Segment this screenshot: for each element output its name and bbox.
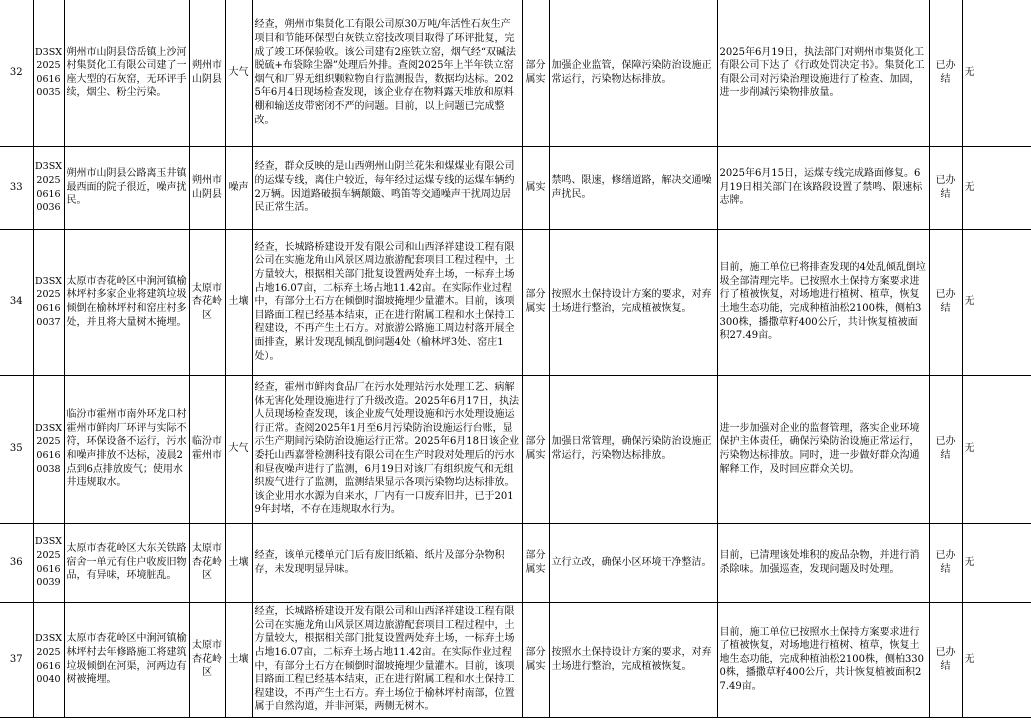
accountability: 无 (962, 523, 1031, 602)
verdict: 部分属实 (522, 229, 549, 375)
table-row (0, 146, 1031, 229)
table-row (0, 375, 1031, 523)
region: 太原市杏花岭区 (189, 602, 225, 717)
accountability: 无 (962, 229, 1031, 375)
pollution-type: 大气 (225, 375, 252, 523)
investigation-result: 经查，该单元楼单元门后有废旧纸箱、纸片及部分杂物积存，未发现明显异味。 (252, 523, 522, 602)
investigation-result: 经查，朔州市集贤化工有限公司原30万吨/年活性石灰生产项目和节能环保型白灰铁立窑技改项目取得了环评批复，完成了竣工环保验收。该公司建有2座铁立窑，烟气经“双碱法脱硫+布袋除尘器”处理后外排。查阅2025年上半年铁立窑烟气和厂界无组织颗粒物自行监测报告，数据均达标。2025年6月4日现场检查发现，该企业存在物料露天堆放和原料棚和输送皮带密闭不严的问题。目前，以上问题已完成整改。 (252, 0, 522, 146)
status: 已办结 (929, 146, 962, 229)
case-code: D3SX202506160036 (33, 146, 64, 229)
case-code: D3SX202506160037 (33, 229, 64, 375)
case-code: D3SX202506160040 (33, 602, 64, 717)
region: 太原市杏花岭区 (189, 523, 225, 602)
row-number: 34 (0, 229, 33, 375)
case-code: D3SX202506160039 (33, 523, 64, 602)
accountability: 无 (962, 0, 1031, 146)
measures: 禁鸣、限速，修缮道路，解决交通噪声扰民。 (549, 146, 717, 229)
accountability: 无 (962, 375, 1031, 523)
investigation-result: 经查，长城路桥建设开发有限公司和山西泽祥建设工程有限公司在实施龙角山风景区周边旅游配套项目工程过程中，土方量较大，根据相关部门批复设置两处弃土场，一标弃土场占地16.07亩，二标弃土场占地11.42亩。在实际作业过程中，有部分土石方在倾倒时溜坡掩埋少量灌木。目前，该项目路面工程已经基本结束，正在进行附属工程和水土保持工程建设，不再产生土石方。对旅游公路施工周边村落开展全面排查，累计发现乱倾乱倒问题4处（榆林坪3处、窑庄1处）。 (252, 229, 522, 375)
status: 已办结 (929, 229, 962, 375)
status: 已办结 (929, 0, 962, 146)
table-row (0, 602, 1031, 717)
measures: 立行立改，确保小区环境干净整洁。 (549, 523, 717, 602)
status: 已办结 (929, 602, 962, 717)
row-number: 36 (0, 523, 33, 602)
verdict: 部分属实 (522, 375, 549, 523)
progress: 进一步加强对企业的监督管理，落实企业环境保护主体责任，确保污染防治设施正常运行，污染物达标排放。同时，进一步做好群众沟通解释工作，及时回应群众关切。 (717, 375, 929, 523)
accountability: 无 (962, 602, 1031, 717)
status: 已办结 (929, 375, 962, 523)
progress: 2025年6月15日，运煤专线完成路面修复。6月19日相关部门在该路段设置了禁鸣、限速标志牌。 (717, 146, 929, 229)
row-number: 37 (0, 602, 33, 717)
table-row (0, 523, 1031, 602)
measures: 按照水土保持设计方案的要求，对弃土场进行整治，完成植被恢复。 (549, 602, 717, 717)
case-code: D3SX202506160038 (33, 375, 64, 523)
complaint-content: 朔州市山阴县公路离玉井镇最西面的院子很近，噪声扰民。 (64, 146, 189, 229)
measures: 加强日常管理，确保污染防治设施正常运行，污染物达标排放。 (549, 375, 717, 523)
case-code: D3SX202506160035 (33, 0, 64, 146)
row-number: 35 (0, 375, 33, 523)
measures: 加强企业监管，保障污染防治设施正常运行，污染物达标排放。 (549, 0, 717, 146)
pollution-type: 土壤 (225, 602, 252, 717)
progress: 目前，施工单位已按照水土保持方案要求进行了植被恢复，对场地进行植树、植草，恢复土地生态功能，完成种植油松2100株，侧柏3300株，播撒草籽400公斤，共计恢复植被面积27.49亩。 (717, 602, 929, 717)
complaint-content: 太原市杏花岭区大东关铁路宿舍一单元有住户收废旧物品，有异味，环境脏乱。 (64, 523, 189, 602)
complaint-content: 朔州市山阴县岱岳镇上沙河村集贤化工有限公司建了一座大型的石灰窑，无环评手续，烟尘、粉尘污染。 (64, 0, 189, 146)
accountability: 无 (962, 146, 1031, 229)
investigation-result: 经查，长城路桥建设开发有限公司和山西泽祥建设工程有限公司在实施龙角山风景区周边旅游配套项目工程过程中，土方量较大，根据相关部门批复设置两处弃土场，一标弃土场占地16.07亩，二标弃土场占地11.42亩。在实际作业过程中，有部分土石方在倾倒时溜坡掩埋少量灌木。目前，该项目路面工程已经基本结束，正在进行附属工程和水土保持工程建设，不再产生土石方。弃土场位于榆林坪村南部，位置属于自然沟道，并非河渠，两侧无树木。 (252, 602, 522, 717)
verdict: 部分属实 (522, 602, 549, 717)
region: 临汾市霍州市 (189, 375, 225, 523)
complaint-content: 太原市杏花岭区中涧河镇榆林坪村去年修路施工将建筑垃圾倾倒在河渠，河两边有树被掩埋。 (64, 602, 189, 717)
status: 已办结 (929, 523, 962, 602)
complaint-content: 太原市杏花岭区中涧河镇榆林坪村多家企业将建筑垃圾倾倒在榆林坪村和窑庄村多处，并且将大量树木掩埋。 (64, 229, 189, 375)
progress: 目前，已清理该处堆积的废品杂物，并进行消杀除味。加强巡查，发现问题及时处理。 (717, 523, 929, 602)
pollution-type: 土壤 (225, 229, 252, 375)
investigation-result: 经查，霍州市鲜肉食品厂在污水处理站污水处理工艺、病解体无害化处理设施进行了升级改造。2025年6月17日，执法人员现场检查发现，该企业废气处理设施和污水处理设施运行正常。查阅2025年1月至6月污染防治设施运行台账，显示生产期间污染防治设施运行正常。2025年6月18日该企业委托山西嘉誉检测科技有限公司在生产时段对处理后的污水和昼夜噪声进行了监测，6月19日对该厂有组织废气和无组织废气进行了监测，监测结果显示各项污染物均达标排放。该企业用水水源为自来水，厂内有一口废弃旧井，已于2019年封堵，不存在违规取水行为。 (252, 375, 522, 523)
region: 太原市杏花岭区 (189, 229, 225, 375)
measures: 按照水土保持设计方案的要求，对弃土场进行整治，完成植被恢复。 (549, 229, 717, 375)
region: 朔州市山阴县 (189, 0, 225, 146)
verdict: 属实 (522, 146, 549, 229)
investigation-result: 经查，群众反映的是山西朔州山阴兰花朱和煤煤业有限公司的运煤专线，离住户较近，每年经过运煤专线的运煤车辆约2万辆。因道路破损车辆颠簸、鸣笛等交通噪声干扰周边居民正常生活。 (252, 146, 522, 229)
region: 朔州市山阴县 (189, 146, 225, 229)
complaint-content: 临汾市霍州市南外环龙口村霍州市鲜肉厂环评与实际不符，环保设备不运行，污水和噪声排放不达标，凌晨2点到6点排放废气；使用水井违规取水。 (64, 375, 189, 523)
table-row (0, 229, 1031, 375)
row-number: 33 (0, 146, 33, 229)
pollution-type: 土壤 (225, 523, 252, 602)
progress: 2025年6月19日，执法部门对朔州市集贤化工有限公司下达了《行政处罚决定书》。集贤化工有限公司对污染治理设施进行了检查、加固，进一步削减污染物排放量。 (717, 0, 929, 146)
pollution-type: 噪声 (225, 146, 252, 229)
progress: 目前，施工单位已将排查发现的4处乱倾乱倒垃圾全部清理完毕。已按照水土保持方案要求进行了植被恢复，对场地进行植树、植草，恢复土地生态功能，完成种植油松2100株，侧柏3300株，播撒草籽400公斤，共计恢复植被面积27.49亩。 (717, 229, 929, 375)
row-number: 32 (0, 0, 33, 146)
verdict: 部分属实 (522, 523, 549, 602)
pollution-type: 大气 (225, 0, 252, 146)
table-row (0, 0, 1031, 146)
verdict: 部分属实 (522, 0, 549, 146)
